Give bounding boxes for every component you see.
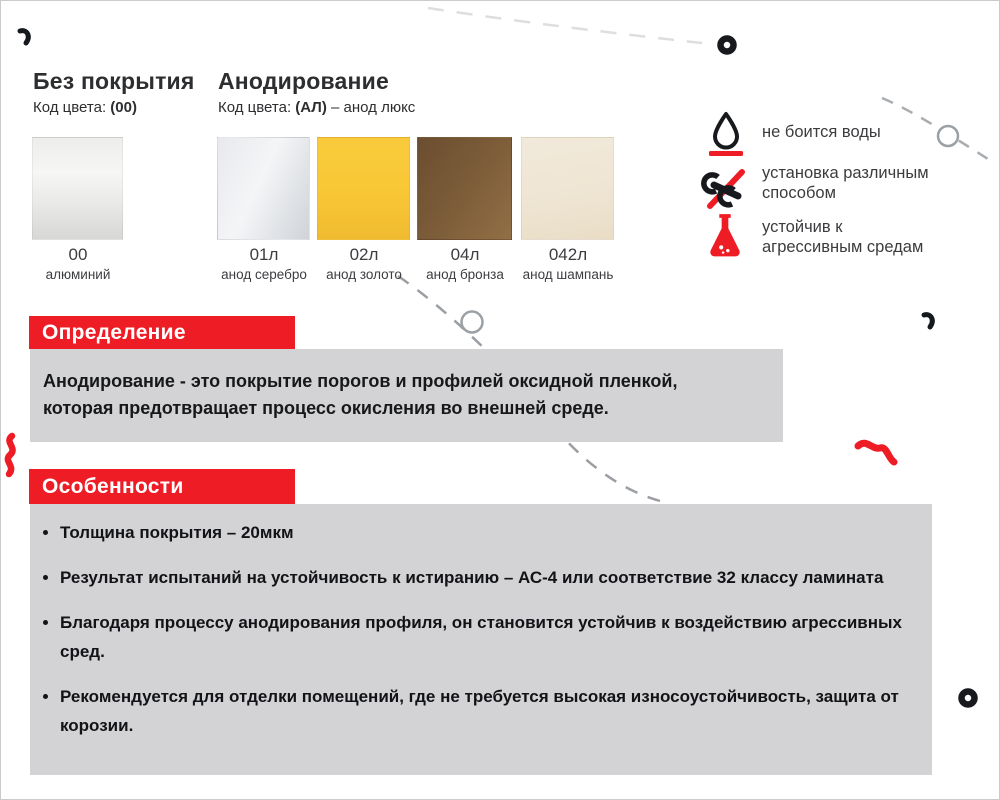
swatch-name: анод шампань: [522, 267, 614, 282]
comma-decoration: [20, 31, 28, 43]
features-panel: [30, 504, 932, 775]
swatch-label: [18, 245, 138, 282]
circle-decoration: [462, 312, 483, 333]
dashed-line-decoration: [428, 8, 702, 43]
swatch-042l-champagne: [521, 137, 614, 240]
definition-section-header: Определение: [29, 316, 295, 349]
anodized-color-code: [218, 99, 415, 116]
swatch-00-aluminium: [32, 137, 123, 240]
water-drop-icon: [707, 110, 745, 156]
code-value: (АЛ): [295, 99, 327, 116]
swatch-code: 04л: [450, 245, 480, 264]
feature-item: • Результат испытаний на устойчивость к истиранию – АС-4 или соответствие 32 классу ламината: [60, 563, 912, 592]
swatch-02l-gold: [317, 137, 410, 240]
swatch-name: анод бронза: [426, 267, 504, 282]
red-squiggle-decoration: [858, 443, 894, 462]
benefit-line: не боится воды: [762, 123, 881, 141]
red-squiggle-decoration: [8, 436, 13, 474]
code-label: Код цвета:: [218, 99, 292, 116]
swatch-code: 01л: [249, 245, 279, 264]
swatch-label: [405, 245, 525, 282]
features-section-header: Особенности: [29, 469, 295, 504]
benefit-text: [762, 122, 881, 142]
benefit-line: агрессивным средам: [762, 238, 924, 256]
flask-icon: [706, 213, 744, 257]
swatch-code: 00: [68, 245, 88, 264]
feature-item: • Рекомендуется для отделки помещений, где не требуется высокая износоустойчивость, защита от корозии.: [60, 682, 912, 740]
ring-decoration: [962, 692, 975, 705]
code-label: Код цвета:: [33, 99, 107, 116]
swatch-code: 042л: [548, 245, 588, 264]
definition-text-line: которая предотвращает процесс окисления во внешней среде.: [43, 398, 609, 418]
swatch-01l-silver: [217, 137, 310, 240]
swatch-name: алюминий: [45, 267, 111, 282]
swatch-name: анод серебро: [221, 267, 307, 282]
features-list: [30, 504, 932, 740]
code-value: (00): [110, 99, 137, 116]
tools-icon: [701, 165, 749, 211]
benefit-text: [762, 217, 923, 257]
swatch-label: [508, 245, 628, 282]
uncoated-color-code: [33, 99, 137, 116]
circle-decoration: [938, 126, 958, 146]
ring-decoration: [721, 39, 734, 52]
swatch-code: 02л: [349, 245, 379, 264]
definition-text-line: Анодирование - это покрытие порогов и профилей оксидной пленкой,: [43, 371, 678, 391]
benefit-line: установка различным: [762, 164, 929, 182]
feature-item: • Толщина покрытия – 20мкм: [60, 518, 912, 547]
benefit-line: устойчив к: [762, 218, 843, 236]
swatch-04l-bronze: [417, 137, 512, 240]
uncoated-title: Без покрытия: [33, 68, 195, 94]
comma-decoration: [924, 315, 932, 327]
swatch-name: анод золото: [326, 267, 402, 282]
code-suffix: – анод люкс: [331, 99, 416, 116]
benefit-line: способом: [762, 184, 836, 202]
definition-panel: [30, 349, 783, 442]
feature-item: • Благодаря процессу анодирования профиля, он становится устойчив к воздействию агрессивных сред.: [60, 608, 912, 666]
benefit-text: [762, 163, 929, 203]
anodized-title: Анодирование: [218, 68, 389, 94]
